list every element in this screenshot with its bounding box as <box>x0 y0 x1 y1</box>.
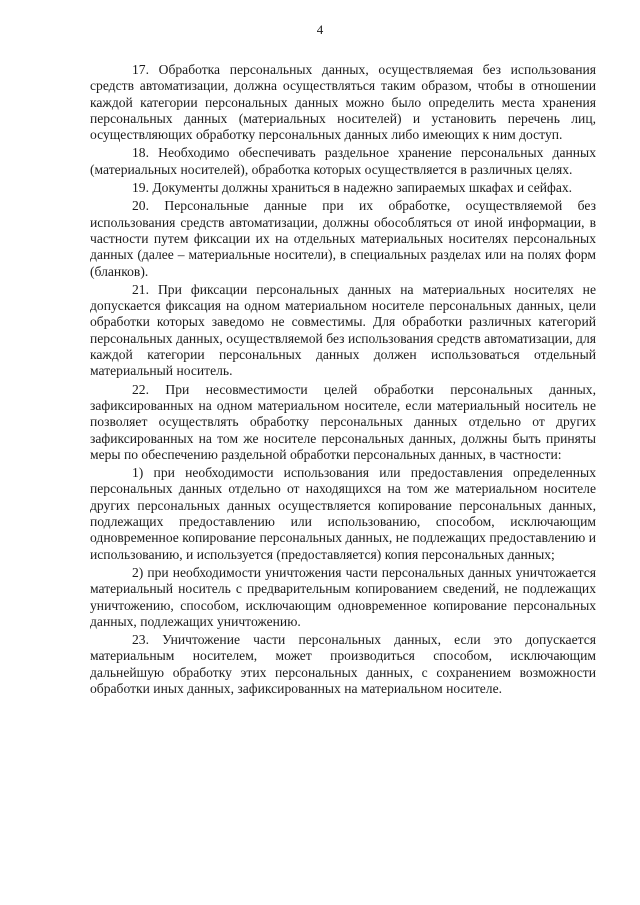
paragraph-22-item-1: 1) при необходимости использования или предоставления определенных персональных данных отдельно от находящихся на том же материальном носителе других персональных данных осуществляется копирование персональных данных, подлежащих предоставлению или использованию, способом, исключающим одновременное копирование персональных данных, не подлежащих предоставлению и использованию, и используется (предоставляется) копия персональных данных; <box>90 465 596 562</box>
paragraph-22: 22. При несовместимости целей обработки персональных данных, зафиксированных на одном материальном носителе, если материальный носитель не позволяет осуществлять обработку персональных данных отдельно от других зафиксированных на том же носителе персональных данных, должны быть приняты меры по обеспечению раздельной обработки персональных данных, в частности: <box>90 381 596 462</box>
paragraph-21: 21. При фиксации персональных данных на материальных носителях не допускается фиксация на одном материальном носителе персональных данных, цели обработки которых заведомо не совместимы. Для обработки различных категорий персональных данных, осуществляемой без использования средств автоматизации, для каждой категории персональных данных должен использоваться отдельный материальный носитель. <box>90 281 596 379</box>
document-body <box>90 62 596 699</box>
paragraph-17: 17. Обработка персональных данных, осуществляемая без использования средств автоматизации, должна осуществляться таким образом, чтобы в отношении каждой категории персональных данных можно было определить места хранения персональных данных (материальных носителей) и установить перечень лиц, осуществляющих обработку персональных данных либо имеющих к ним доступ. <box>90 62 596 143</box>
paragraph-18: 18. Необходимо обеспечивать раздельное хранение персональных данных (материальных носителей), обработка которых осуществляется в различных целях. <box>90 145 596 177</box>
paragraph-20: 20. Персональные данные при их обработке, осуществляемой без использования средств автоматизации, должны обособляться от иной информации, в частности путем фиксации их на отдельных материальных носителях персональных данных (далее – материальные носители), в специальных разделах или на полях форм (бланков). <box>90 198 596 279</box>
paragraph-19: 19. Документы должны храниться в надежно запираемых шкафах и сейфах. <box>132 180 573 196</box>
paragraph-23: 23. Уничтожение части персональных данных, если это допускается материальным носителем, может производиться способом, исключающим дальнейшую обработку этих персональных данных, с сохранением возможности обработки иных данных, зафиксированных на материальном носителе. <box>90 632 596 696</box>
page-number: 4 <box>316 22 324 37</box>
paragraph-22-item-2: 2) при необходимости уничтожения части персональных данных уничтожается материальный носитель с предварительным копированием сведений, не подлежащих уничтожению, способом, исключающим одновременное копирование персональных данных, подлежащих уничтожению. <box>90 564 596 629</box>
